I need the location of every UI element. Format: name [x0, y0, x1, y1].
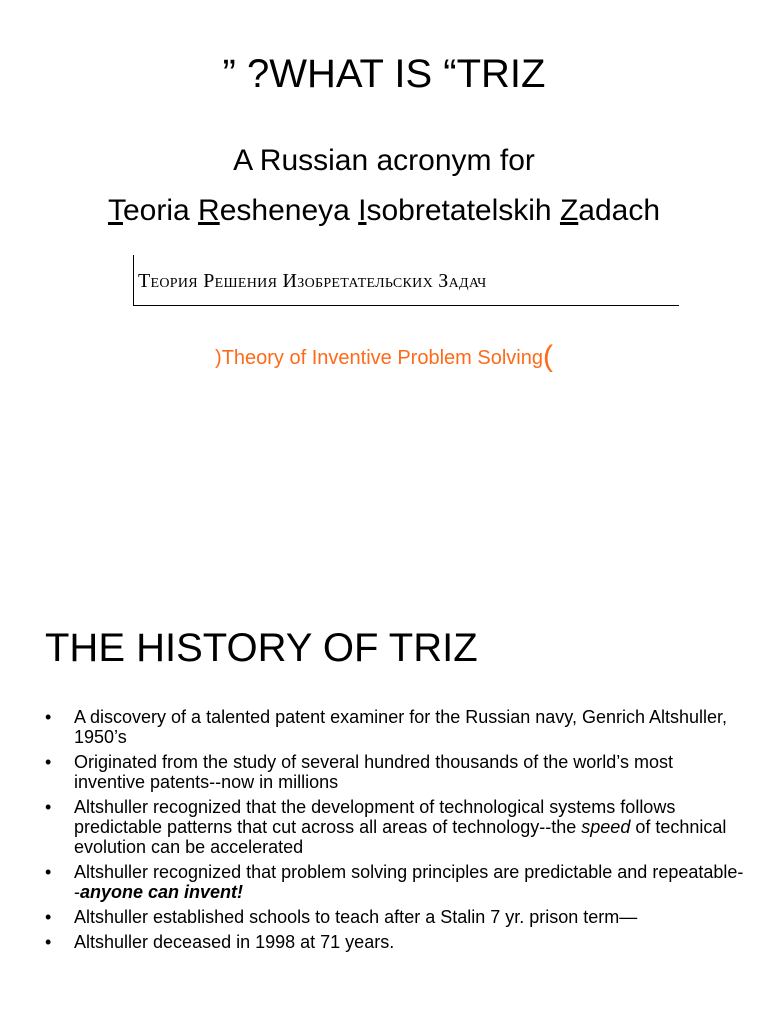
bullet-text: Originated from the study of several hundred thousands of the world’s most inventive patents--now in millions	[74, 752, 673, 792]
bullet-icon: •	[45, 932, 52, 952]
bullet-text: Altshuller established schools to teach after a Stalin 7 yr. prison term—	[74, 907, 638, 927]
bullet-icon: •	[45, 907, 52, 927]
slide-title: THE HISTORY OF TRIZ	[45, 626, 478, 670]
theory-close-paren: (	[542, 340, 553, 373]
bullet-icon: •	[45, 862, 52, 882]
bullet-text	[74, 797, 726, 857]
acronym-word	[560, 194, 660, 227]
subtitle-russian-acronym: A Russian acronym for	[233, 144, 535, 177]
acronym-word	[358, 194, 551, 227]
slide-history-of-triz	[0, 512, 768, 1024]
acronym-rest: sobretatelskih	[366, 194, 552, 227]
list-item	[45, 907, 745, 927]
acronym-expansion	[0, 193, 768, 229]
list-item	[45, 707, 745, 747]
theory-open-paren: )	[215, 347, 222, 369]
acronym-initial: R	[198, 194, 220, 227]
acronym-rest: adach	[578, 194, 661, 227]
russian-name: Теория Решения Изобретательских Задач	[138, 270, 487, 292]
list-item	[45, 797, 745, 857]
acronym-word	[198, 194, 350, 227]
russian-name-box	[133, 255, 679, 306]
acronym-initial: I	[358, 194, 367, 227]
list-item	[45, 932, 745, 952]
history-bullet-list	[45, 707, 745, 957]
list-item	[45, 752, 745, 792]
theory-text: Theory of Inventive Problem Solving	[221, 347, 543, 369]
bullet-text-before: Altshuller recognized that the development of technological systems follows predictable patterns that cut across all areas of technology--the	[74, 797, 676, 837]
bullet-icon: •	[45, 797, 52, 817]
bullet-text: A discovery of a talented patent examiner for the Russian navy, Genrich Altshuller, 1950’s	[74, 707, 728, 747]
bullet-text-before: Altshuller recognized that problem solving principles are predictable and repeatable--	[74, 862, 744, 902]
bullet-strong-emphasis: anyone can invent!	[80, 882, 244, 902]
bullet-emphasis: speed	[581, 817, 631, 837]
acronym-initial: Z	[559, 194, 579, 227]
bullet-text-after: of technical evolution can be accelerated	[74, 817, 727, 857]
list-item	[45, 862, 745, 902]
bullet-icon: •	[45, 752, 52, 772]
bullet-icon: •	[45, 707, 52, 727]
bullet-text: Altshuller deceased in 1998 at 71 years.	[74, 932, 395, 952]
acronym-word	[108, 194, 190, 227]
bullet-text	[74, 862, 743, 902]
theory-english-name	[0, 342, 768, 373]
acronym-rest: esheneya	[219, 194, 350, 227]
slide-title: ” ?WHAT IS “TRIZ	[222, 52, 546, 96]
slide-what-is-triz	[0, 0, 768, 500]
acronym-rest: eoria	[122, 194, 190, 227]
acronym-initial: T	[107, 194, 123, 227]
